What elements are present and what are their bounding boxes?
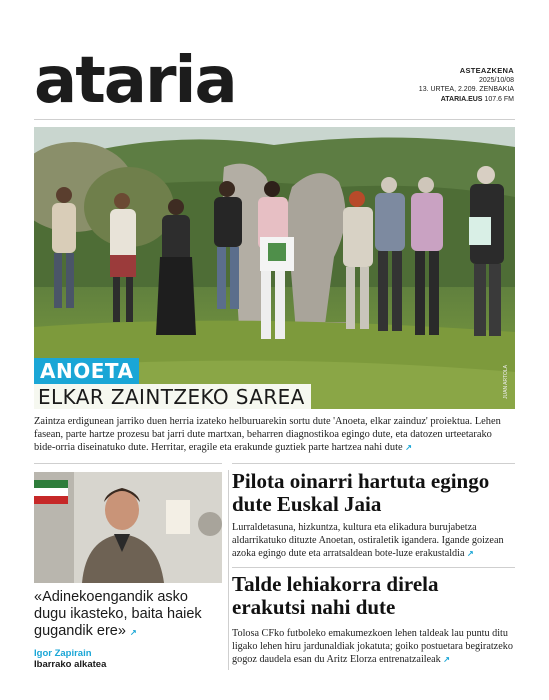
column-divider [228, 470, 229, 670]
headline-box [34, 384, 311, 411]
article-title-1[interactable]: Pilota oinarri hartuta egingo dute Euskal Jaia [232, 469, 490, 516]
arrow-icon[interactable]: ↗ [443, 654, 450, 664]
site-link[interactable]: ATARIA.EUS [440, 95, 483, 103]
portrait-illustration [34, 472, 222, 583]
issue-day: ASTEAZKENA [459, 66, 514, 75]
issue-date: 2025/10/08 [478, 76, 514, 84]
divider [34, 463, 222, 464]
interview-role: Ibarrako alkatea [34, 659, 107, 670]
article-title-2[interactable]: Talde lehiakorra direla erakutsi nahi dute [232, 572, 439, 619]
interview-photo[interactable] [34, 472, 222, 583]
kicker-box [34, 358, 139, 384]
article-body-1-text: Lurraldetasuna, hizkuntza, kultura eta elikadura burujabetza aldarrikatuko dituzte Anoetan, ostiraletik igandera. Igande goizean azoka egingo dute eta arratsaldean bote-luze erakustaldia [232, 522, 504, 559]
radio-frequency: 107.6 FM [484, 95, 514, 103]
issue-info [419, 66, 514, 104]
divider [232, 567, 515, 568]
arrow-icon[interactable]: ↗ [129, 628, 137, 637]
masthead [34, 44, 514, 118]
interview-quote-text[interactable]: «Adinekoengandik asko dugu ikasteko, baita haiek gugandik ere» [34, 589, 202, 639]
interview-quote [34, 589, 222, 641]
arrow-icon[interactable]: ↗ [405, 443, 412, 453]
interview-name: Igor Zapirain [34, 648, 92, 659]
divider [232, 463, 515, 464]
hero-headline[interactable]: ELKAR ZAINTZEKO SAREA [38, 385, 305, 409]
arrow-icon[interactable]: ↗ [467, 548, 474, 558]
hero-kicker[interactable]: ANOETA [40, 359, 134, 383]
article-body-1 [232, 522, 516, 560]
photo-credit: JUAN ARTOLA [503, 365, 509, 399]
divider [34, 119, 515, 120]
article-body-2-text: Tolosa CFko futboleko emakumezkoen lehen taldeak lau puntu ditu ligako lehen hiru jardunaldiak jokatuta; goiko postuetara begiratzeko gogoz daudela esan du Aritz Elorza entrenatzaileak [232, 628, 513, 665]
ataria-logo[interactable]: ataria [34, 44, 236, 118]
hero-lead-text: Zaintza erdigunean jarriko duen herria izateko helburuarekin sortu dute 'Anoeta, elkar zainduz' proiektua. Lehen fasean, parte hartze prozesu bat jarri dute martxan, beharren diagnostikoa egingo dute, eta datozen urteetarako bide-orria diseinatuko dute. Herritar, eragile eta erakunde guztiek parte hartzea nahi dute [34, 416, 501, 454]
issue-number: 13. URTEA, 2.209. ZENBAKIA [418, 86, 514, 93]
hero-lead [34, 415, 515, 455]
article-body-2 [232, 628, 516, 666]
